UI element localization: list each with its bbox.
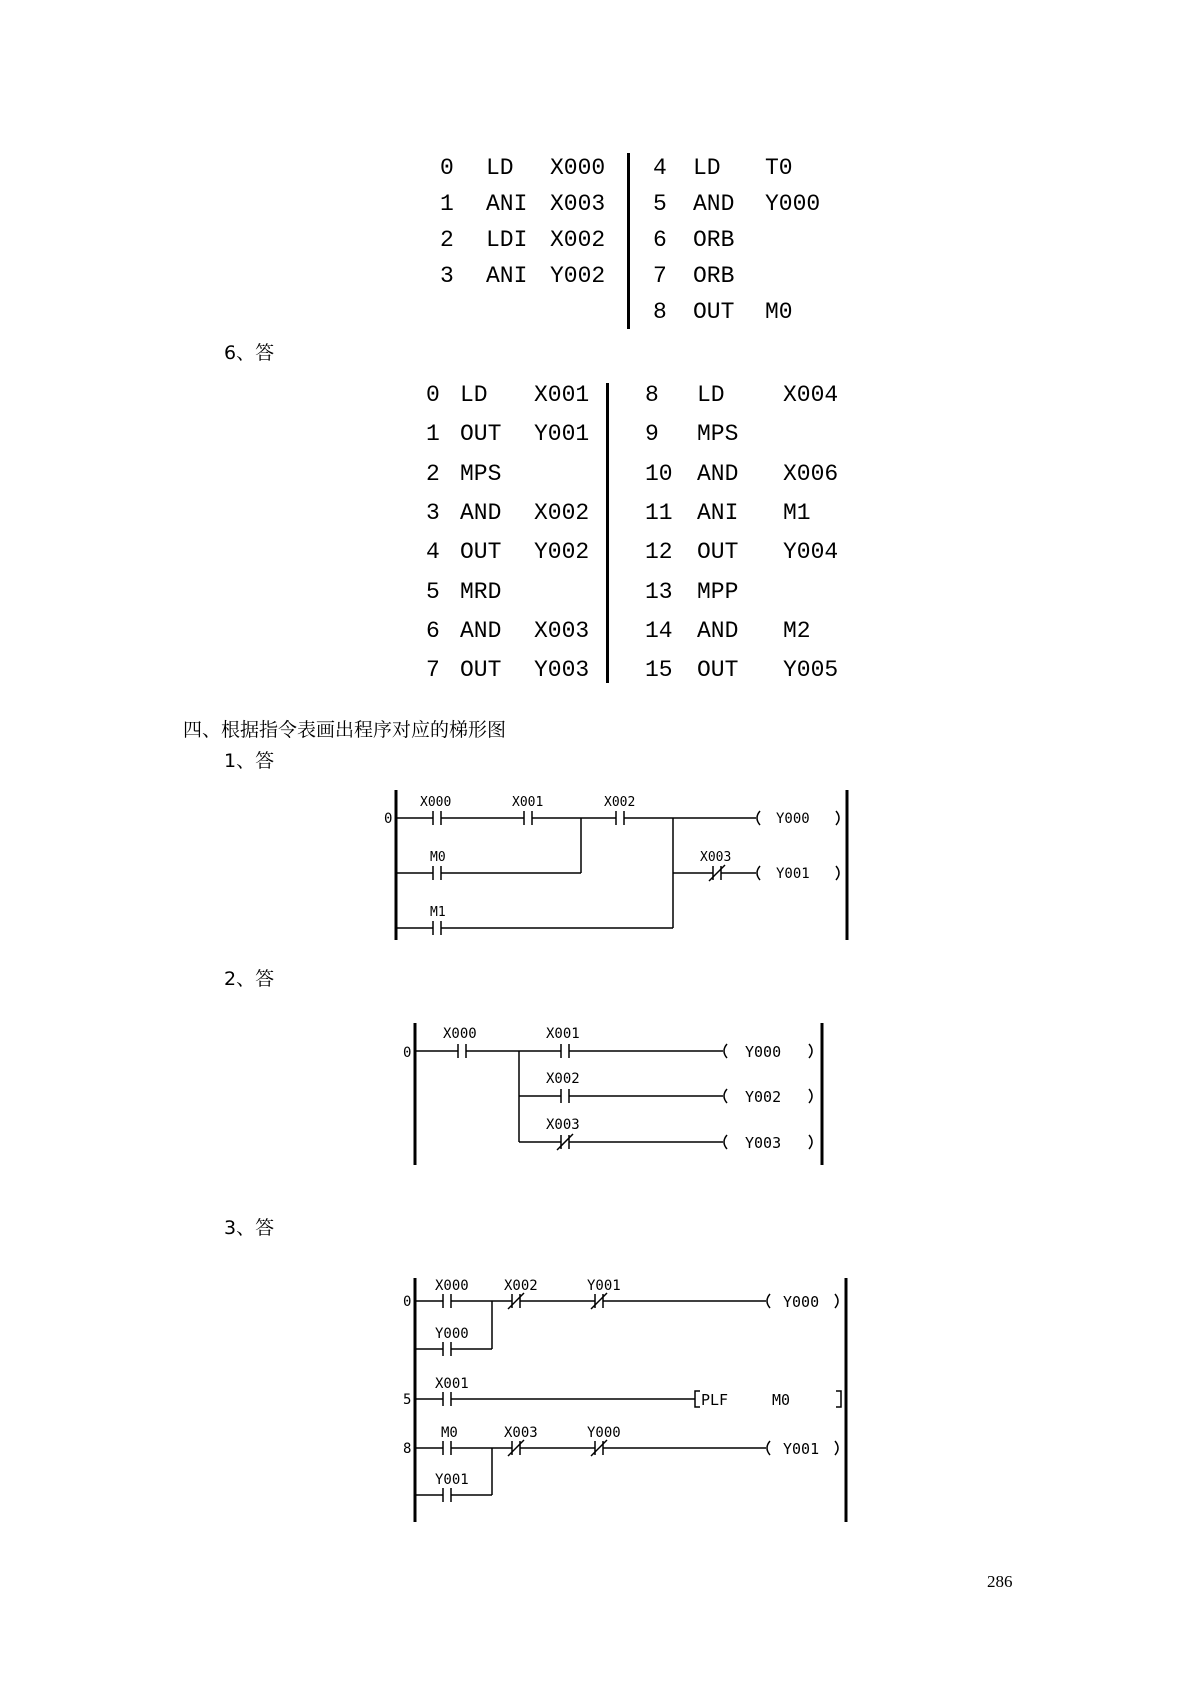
- contact-x002: X002: [546, 1071, 580, 1087]
- instruction-op: OUT: [460, 657, 502, 684]
- instruction-op: OUT: [697, 539, 739, 566]
- instruction-step: 5: [426, 578, 440, 605]
- step-label-0: 0: [403, 1294, 412, 1310]
- instruction-operand: M2: [783, 617, 811, 644]
- answer-1-label: 1、答: [224, 750, 275, 772]
- instruction-op: LD: [693, 155, 721, 181]
- contact-y001: Y001: [587, 1278, 621, 1294]
- contact-x003: X003: [504, 1425, 538, 1441]
- contact-m0: M0: [430, 850, 446, 865]
- instruction-op: OUT: [460, 421, 502, 448]
- instruction-op: MPS: [460, 460, 502, 487]
- coil-y001: Y001: [783, 1440, 820, 1458]
- instruction-operand: X002: [550, 227, 606, 253]
- coil-y001: Y001: [776, 866, 810, 882]
- contact-y000-b: Y000: [587, 1425, 621, 1441]
- column-divider: [606, 383, 609, 683]
- instruction-op: OUT: [460, 539, 502, 566]
- instruction-op: ANI: [697, 499, 739, 526]
- instruction-step: 4: [653, 155, 667, 181]
- instruction-operand: Y004: [783, 539, 839, 566]
- instruction-op: MRD: [460, 578, 502, 605]
- instruction-step: 7: [426, 657, 440, 684]
- instruction-operand: X002: [534, 499, 590, 526]
- instruction-operand: X000: [550, 155, 606, 181]
- contact-x000: X000: [443, 1026, 477, 1042]
- instruction-step: 11: [645, 499, 673, 526]
- instruction-step: 14: [645, 617, 673, 644]
- instruction-operand: Y000: [765, 191, 821, 217]
- contact-x001: X001: [512, 795, 544, 810]
- answer-6-label: 6、答: [224, 342, 275, 364]
- instruction-op: AND: [697, 460, 739, 487]
- step-label-5: 5: [403, 1392, 412, 1408]
- instruction-step: 3: [440, 263, 454, 289]
- contact-x001: X001: [546, 1026, 580, 1042]
- contact-x002: X002: [504, 1278, 538, 1294]
- instruction-operand: T0: [765, 155, 793, 181]
- answer-3-label: 3、答: [224, 1217, 275, 1239]
- instruction-op: AND: [460, 499, 502, 526]
- instruction-step: 6: [426, 617, 440, 644]
- step-label-8: 8: [403, 1441, 412, 1457]
- instruction-op: OUT: [693, 299, 735, 325]
- instruction-op: LD: [697, 382, 725, 408]
- instruction-step: 12: [645, 539, 673, 566]
- instruction-step: 0: [426, 382, 440, 408]
- instruction-operand: X003: [550, 191, 606, 217]
- instruction-plf: PLF: [701, 1391, 729, 1409]
- instruction-step: 1: [440, 191, 454, 217]
- page-number: 286: [987, 1572, 1013, 1591]
- instruction-step: 1: [426, 421, 440, 448]
- contact-x001: X001: [435, 1376, 469, 1392]
- coil-y000: Y000: [776, 811, 810, 827]
- instruction-op: OUT: [697, 657, 739, 684]
- instruction-operand: M0: [772, 1391, 791, 1409]
- instruction-step: 13: [645, 578, 673, 605]
- contact-x000: X000: [435, 1278, 469, 1294]
- instruction-operand: Y005: [783, 657, 839, 684]
- answer-2-label: 2、答: [224, 968, 275, 990]
- instruction-op: MPP: [697, 578, 739, 605]
- instruction-operand: Y003: [534, 657, 590, 684]
- instruction-step: 8: [645, 382, 659, 408]
- contact-y001-b: Y001: [435, 1472, 469, 1488]
- instruction-op: LDI: [486, 227, 528, 253]
- instruction-op: ANI: [486, 191, 528, 217]
- section-4-title: 四、根据指令表画出程序对应的梯形图: [183, 719, 507, 741]
- contact-x003: X003: [546, 1117, 580, 1133]
- instruction-operand: X004: [783, 382, 839, 408]
- instruction-operand: M0: [765, 299, 793, 325]
- instruction-op: LD: [460, 382, 488, 408]
- instruction-operand: Y002: [534, 539, 590, 566]
- coil-y002: Y002: [745, 1088, 782, 1106]
- step-label: 0: [384, 811, 393, 827]
- ladder-diagram-2: [395, 1015, 835, 1175]
- instruction-step: 2: [426, 460, 440, 487]
- ladder-diagram-1: [370, 785, 860, 945]
- contact-m1: M1: [430, 905, 446, 920]
- contact-y000: Y000: [435, 1326, 469, 1342]
- ladder-diagram-3: [395, 1270, 855, 1530]
- instruction-step: 4: [426, 539, 440, 566]
- instruction-op: AND: [697, 617, 739, 644]
- instruction-op: ORB: [693, 263, 735, 289]
- instruction-step: 7: [653, 263, 667, 289]
- instruction-operand: X006: [783, 460, 839, 487]
- instruction-step: 0: [440, 155, 454, 181]
- contact-x002: X002: [604, 795, 636, 810]
- instruction-op: ANI: [486, 263, 528, 289]
- instruction-operand: Y001: [534, 421, 590, 448]
- coil-y000: Y000: [745, 1043, 782, 1061]
- instruction-op: AND: [460, 617, 502, 644]
- instruction-op: AND: [693, 191, 735, 217]
- instruction-operand: X001: [534, 382, 590, 408]
- instruction-step: 15: [645, 657, 673, 684]
- step-label: 0: [403, 1045, 412, 1061]
- instruction-step: 8: [653, 299, 667, 325]
- instruction-step: 3: [426, 499, 440, 526]
- instruction-op: MPS: [697, 421, 739, 448]
- instruction-operand: M1: [783, 499, 811, 526]
- instruction-op: LD: [486, 155, 514, 181]
- contact-x003: X003: [700, 850, 732, 865]
- instruction-step: 9: [645, 421, 659, 448]
- instruction-operand: Y002: [550, 263, 606, 289]
- contact-x000: X000: [420, 795, 452, 810]
- instruction-step: 2: [440, 227, 454, 253]
- instruction-step: 10: [645, 460, 673, 487]
- contact-m0: M0: [441, 1425, 458, 1441]
- coil-y000: Y000: [783, 1293, 820, 1311]
- instruction-step: 5: [653, 191, 667, 217]
- instruction-table-answer6: [0, 0, 1191, 700]
- instruction-operand: X003: [534, 617, 590, 644]
- coil-y003: Y003: [745, 1134, 782, 1152]
- instruction-step: 6: [653, 227, 667, 253]
- instruction-op: ORB: [693, 227, 735, 253]
